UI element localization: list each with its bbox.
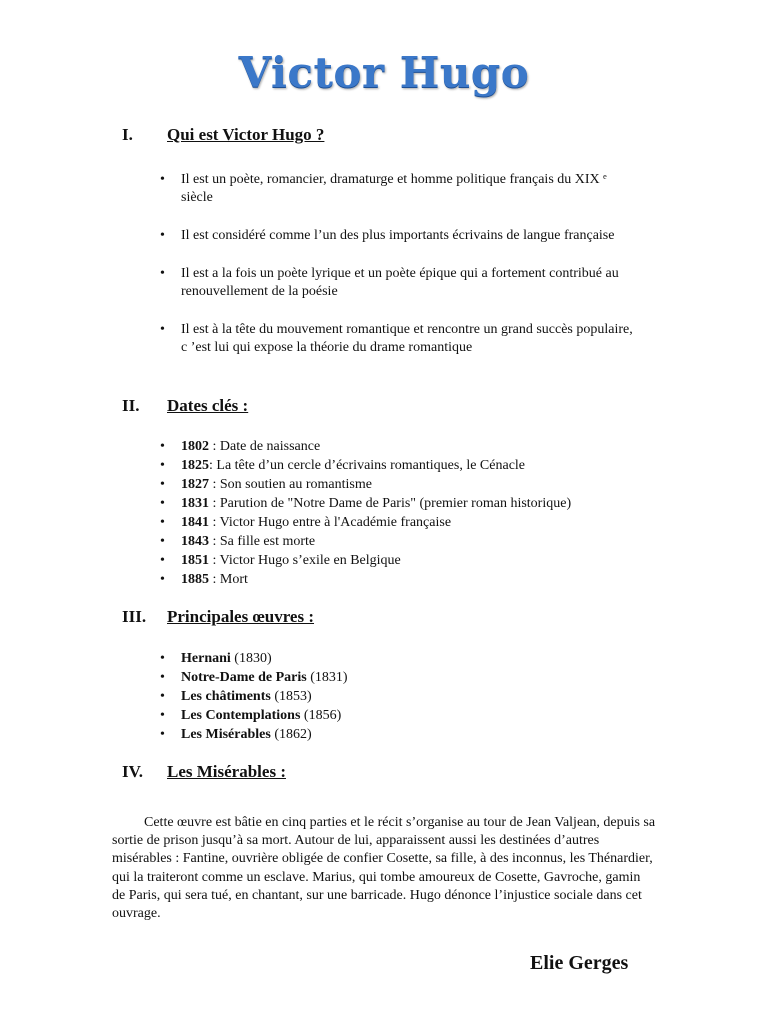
list-item — [160, 725, 348, 744]
date-year: 1851 — [181, 553, 209, 568]
date-text: : La tête d’un cercle d’écrivains romantiques, le Cénacle — [209, 458, 526, 473]
date-text: : Son soutien au romantisme — [209, 477, 372, 492]
list-item — [160, 532, 571, 551]
date-year: 1843 — [181, 534, 209, 549]
date-year: 1825 — [181, 458, 209, 473]
section-title: Les Misérables : — [167, 762, 286, 781]
list-item — [160, 456, 571, 475]
section-number: I. — [122, 125, 133, 144]
list-item: • Il est a la fois un poète lyrique et un poète épique qui a fortement contribué au renouvellement de la poésie — [160, 265, 641, 301]
work-year: (1853) — [270, 689, 312, 704]
section-title: Qui est Victor Hugo ? — [167, 125, 325, 144]
work-year: (1856) — [300, 708, 342, 723]
date-year: 1831 — [181, 496, 209, 511]
date-year: 1827 — [181, 477, 209, 492]
work-title: Les Contemplations — [181, 708, 301, 723]
list-item — [160, 475, 571, 494]
section-number: II. — [122, 396, 140, 415]
list-item — [160, 649, 348, 668]
list-item: • Il est considéré comme l’un des plus importants écrivains de langue française — [160, 227, 641, 245]
date-text: : Mort — [209, 572, 248, 587]
list-item — [160, 494, 571, 513]
section-heading-4 — [122, 762, 286, 782]
work-title: Les Misérables — [181, 727, 271, 742]
work-title: Les châtiments — [181, 689, 271, 704]
work-year: (1862) — [270, 727, 312, 742]
list-item — [160, 551, 571, 570]
date-text: : Sa fille est morte — [209, 534, 316, 549]
date-text: : Parution de "Notre Dame de Paris" (premier roman historique) — [209, 496, 572, 511]
list-item — [160, 687, 348, 706]
work-year: (1831) — [306, 670, 348, 685]
dates-list — [160, 437, 571, 589]
work-year: (1830) — [230, 651, 272, 666]
section-heading-2 — [122, 396, 248, 416]
section-title: Principales œuvres : — [167, 607, 315, 626]
document-title: Victor Hugo — [238, 48, 530, 97]
body-paragraph: Cette œuvre est bâtie en cinq parties et le récit s’organise au tour de Jean Valjean, depuis sa sortie de prison jusqu’à sa mort. Autour de lui, apparaissent aussi les destinées d’autres misérables : Fantine, ouvrière obligée de confier Cosette, sa fille, à des inconnus, les Thénardier, qui la traiteront comme un esclave. Marius, qui tombe amoureux de Cosette, Gavroche, gamin de Paris, qui sera tué, en chantant, sur une barricade. Hugo dénonce l’injustice sociale dans cet ouvrage. — [112, 815, 656, 922]
work-title: Notre-Dame de Paris — [181, 670, 307, 685]
section-heading-1 — [122, 125, 324, 145]
date-text: : Victor Hugo entre à l'Académie française — [209, 515, 452, 530]
date-text: : Date de naissance — [209, 439, 321, 454]
qui-list — [160, 171, 641, 377]
list-item: • Il est un poète, romancier, dramaturge et homme politique français du XIX ᵉ siècle — [160, 171, 641, 207]
section-number: III. — [122, 607, 147, 626]
list-item — [160, 706, 348, 725]
date-year: 1885 — [181, 572, 209, 587]
list-item — [160, 668, 348, 687]
work-title: Hernani — [181, 651, 231, 666]
author-signature: Elie Gerges — [530, 952, 629, 974]
oeuvres-list — [160, 649, 348, 744]
section-heading-3 — [122, 607, 314, 627]
list-item — [160, 513, 571, 532]
list-item: • Il est à la tête du mouvement romantique et rencontre un grand succès populaire, c ’est lui qui expose la théorie du drame romantique — [160, 321, 641, 357]
list-item — [160, 437, 571, 456]
date-text: : Victor Hugo s’exile en Belgique — [209, 553, 401, 568]
section-number: IV. — [122, 762, 143, 781]
list-item — [160, 570, 571, 589]
date-year: 1841 — [181, 515, 209, 530]
date-year: 1802 — [181, 439, 209, 454]
section-title: Dates clés : — [167, 396, 249, 415]
